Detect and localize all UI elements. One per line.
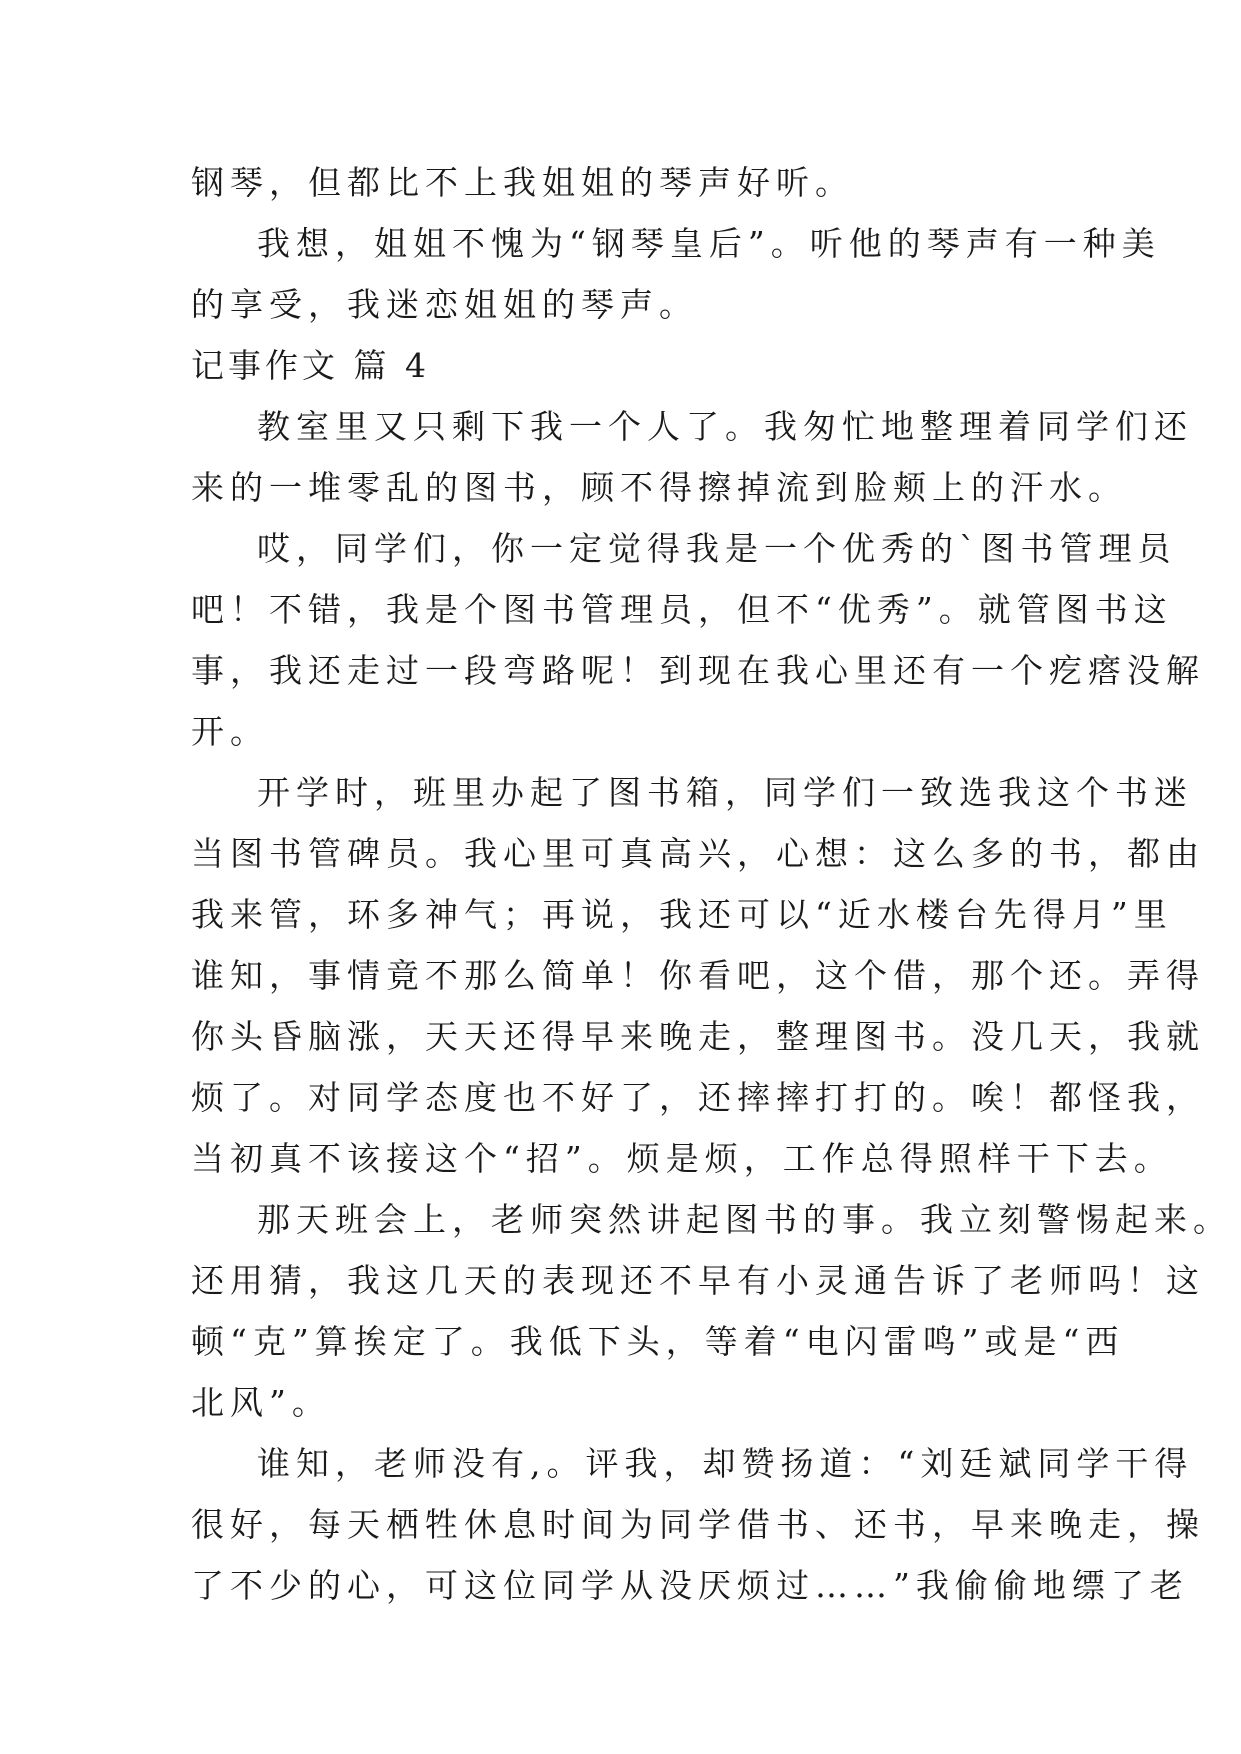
text-line: 哎，同学们，你一定觉得我是一个优秀的`图书管理员 [257, 529, 1177, 568]
text-line: 你头昏脑涨，天天还得早来晚走，整理图书。没几天，我就 [191, 1017, 1205, 1056]
text-line: 我想，姐姐不愧为“钢琴皇后”。听他的琴声有一种美 [257, 224, 1161, 263]
text-line: 教室里又只剩下我一个人了。我匆忙地整理着同学们还 [257, 407, 1193, 446]
text-line: 我来管，环多神气；再说，我还可以“近水楼台先得月”里 [191, 895, 1173, 934]
text-line: 钢琴，但都比不上我姐姐的琴声好听。 [191, 163, 854, 202]
text-line: 顿“克”算挨定了。我低下头，等着“电闪雷鸣”或是“西 [191, 1322, 1125, 1361]
text-line: 还用猜，我这几天的表现还不早有小灵通告诉了老师吗！这 [191, 1261, 1205, 1300]
text-line: 那天班会上，老师突然讲起图书的事。我立刻警惕起来。 [257, 1200, 1232, 1239]
text-line: 开学时，班里办起了图书箱，同学们一致选我这个书迷 [257, 773, 1193, 812]
text-line: 当图书管碑员。我心里可真高兴，心想：这么多的书，都由 [191, 834, 1205, 873]
text-line: 开。 [191, 712, 269, 751]
text-line: 事，我还走过一段弯路呢！到现在我心里还有一个疙瘩没解 [191, 651, 1205, 690]
section-heading: 记事作文 篇 4 [191, 346, 430, 385]
text-line: 谁知，老师没有,。评我，却赞扬道：“刘廷斌同学干得 [257, 1444, 1194, 1483]
text-line: 当初真不该接这个“招”。烦是烦，工作总得照样干下去。 [191, 1139, 1173, 1178]
text-line: 烦了。对同学态度也不好了，还摔摔打打的。唉！都怪我， [191, 1078, 1205, 1117]
document-body [191, 152, 1232, 1616]
text-line: 吧！不错，我是个图书管理员，但不“优秀”。就管图书这 [191, 590, 1173, 629]
text-line: 谁知，事情竟不那么简单！你看吧，这个借，那个还。弄得 [191, 956, 1205, 995]
text-line: 来的一堆零乱的图书，顾不得擦掉流到脸颊上的汗水。 [191, 468, 1127, 507]
text-line: 的享受，我迷恋姐姐的琴声。 [191, 285, 698, 324]
text-line: 很好，每天栖牲休息时间为同学借书、还书，早来晚走，操 [191, 1505, 1205, 1544]
text-line: 北风”。 [191, 1383, 331, 1422]
text-line: 了不少的心，可这位同学从没厌烦过……”我偷偷地缥了老 [191, 1566, 1189, 1605]
